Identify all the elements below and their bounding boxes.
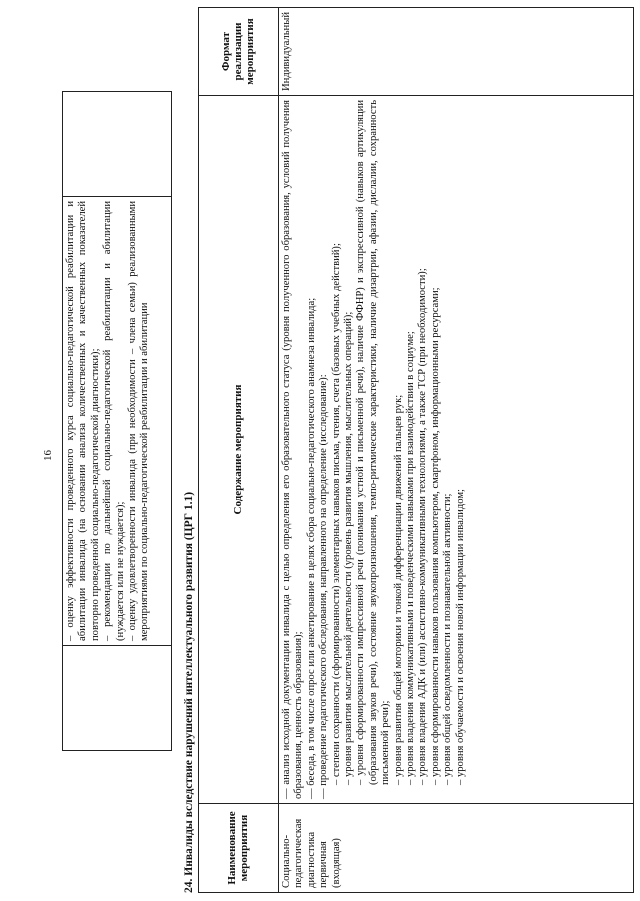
content-item: – уровня сформированности навыков пользования компьютером, смартфоном, информационными ресурсами; <box>429 287 441 785</box>
content-item: – уровня сформированности импрессивной речи (понимания устной и письменной речи), наличие ФФНР) и экспрессивной (навыков артикуляции (образования звуков речи), состояние звукопроизношения, темпо-ритмические характеристики, наличие дизартрии, афазии, дислалии, сохранность письменной речи); <box>355 99 392 785</box>
table-row <box>278 8 633 893</box>
continuation-table <box>62 91 172 751</box>
activities-table <box>198 7 634 893</box>
content-item: – уровня общей осведомленности и познавательной активности; <box>442 493 454 785</box>
list-item: – оценку удовлетворенности инвалида (при необходимости – члена семьи) реализованными мероприятиями по социально-педагогической реабилитации и абилитации <box>127 201 151 641</box>
header-name: Наименование мероприятия <box>199 804 279 893</box>
content-item: – уровня владения АДК и (или) ассистивно-коммуникативными технологиями, а также ТСР (при необходимости); <box>417 268 429 785</box>
table-cell-empty <box>63 92 172 197</box>
table-row <box>63 92 172 751</box>
content-item: – уровня владения коммуникативными и поведенческими навыками при взаимодействии в социуме; <box>404 331 416 785</box>
activity-name: Социально-педагогическая диагностика первичная (входящая) <box>278 804 633 893</box>
content-item: — беседа, в том числе опрос или анкетирование в целях сбора социально-педагогического анамнеза инвалида; <box>305 297 317 799</box>
content-item: – уровня развития мыслительной деятельности (уровень развития мышления, мыслительных операций); <box>342 311 354 785</box>
header-content: Содержание мероприятия <box>199 95 279 803</box>
list-item: – оценку эффективности проведенного курса социально-педагогической реабилитации и абилитации инвалида (на основании анализа количественных и качественных показателей повторно проведенной социально-педагогической диагностики); <box>65 201 101 641</box>
activity-format: Индивидуальный <box>278 8 633 96</box>
content-item: – уровня развития общей моторики и тонкой дифференциации движений пальцев рук; <box>392 394 404 785</box>
content-item: — проведение педагогического обследования, направленного на определение (исследование): <box>318 374 330 799</box>
page-number: 16 <box>42 450 54 461</box>
content-item: – степени сохранности (сформированности) элементарных навыков письма, чтения, счета (базовых учебных действий); <box>330 243 342 785</box>
content-item: — анализ исходной документации инвалида с целью определения его образовательного статуса (уровня полученного образования, условий получения образования, ценность образования); <box>280 99 305 799</box>
table-header-row <box>199 8 279 893</box>
table-cell-content <box>63 197 172 646</box>
table-cell-empty <box>63 646 172 751</box>
activity-content <box>278 95 633 803</box>
content-item: – уровня обучаемости и освоения новой информации инвалидом; <box>454 489 466 785</box>
section-title: 24. Инвалиды вследствие нарушений интеллектуального развития (ЦРГ 1.1) <box>183 491 195 893</box>
header-format: Формат реализации мероприятия <box>199 8 279 96</box>
list-item: – рекомендации по дальнейшей социально-педагогической реабилитации и абилитации (нуждается или не нуждается); <box>102 201 126 641</box>
